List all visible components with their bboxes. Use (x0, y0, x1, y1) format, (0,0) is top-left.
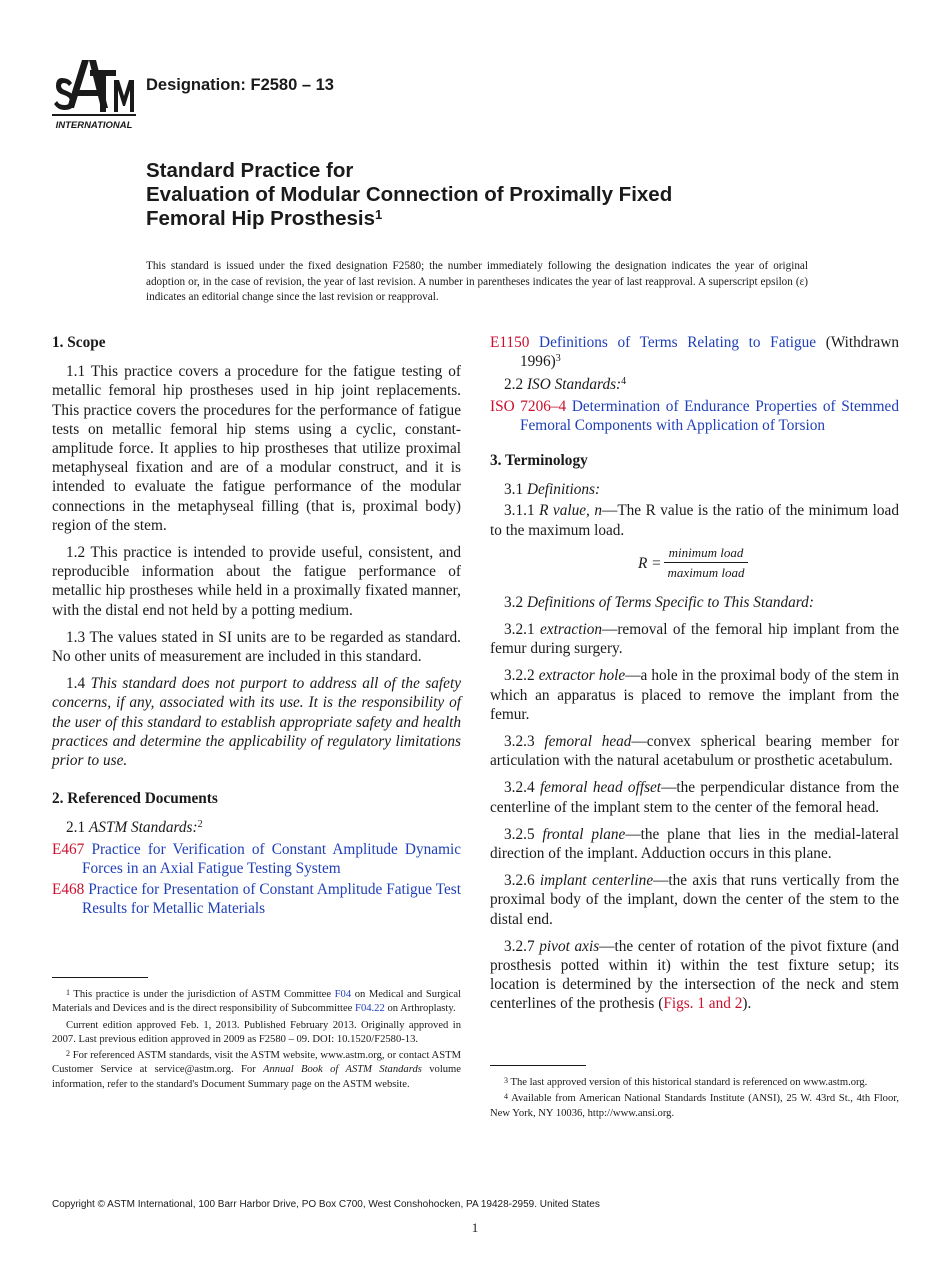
ref-e468 (52, 880, 461, 918)
preamble: This standard is issued under the fixed designation F2580; the number immediately following the designation indicates the year of original adoption or, in the case of revision, the year of last revision. A number in parentheses indicates the year of last reapproval. A superscript epsilon (ε) indicates an editorial change since the last revision or reapproval. (146, 260, 808, 303)
footnote-1-sup: 1 (66, 988, 70, 997)
footnote-1-c: on Arthroplasty. (387, 1003, 456, 1015)
astm-standards-num: 2.1 (66, 819, 86, 837)
iso-standards-num: 2.2 (504, 376, 524, 394)
ref-e467-code[interactable]: E467 (52, 840, 85, 858)
term-definition (490, 732, 899, 770)
term-pivot-end: ). (742, 995, 752, 1013)
r-value-formula (490, 545, 899, 585)
footnote-2-italic: Annual Book of ASTM Standards (263, 1064, 422, 1076)
footnote-4-text: Available from American National Standards Institute (ANSI), 25 W. 43rd St., 4th Floor, New York, NY 10036, http://www.ansi.org. (490, 1093, 899, 1119)
term-num: 3.2.6 (504, 872, 535, 890)
title-line-1: Standard Practice for (146, 159, 354, 182)
term-definition (490, 778, 899, 816)
ref-e467 (52, 840, 461, 878)
ref-e1150-link[interactable]: Definitions of Terms Relating to Fatigue (539, 334, 817, 351)
ref-e1150 (490, 333, 899, 371)
footnote-4-sup: 4 (504, 1092, 508, 1102)
referenced-docs-heading: 2. Referenced Documents (52, 790, 218, 808)
footnote-rule-right (490, 1065, 586, 1066)
iso-standards-text: ISO Standards: (526, 376, 622, 394)
definitions-text: Definitions: (526, 481, 601, 499)
term-name: extractor hole (538, 667, 626, 685)
footnote-2 (52, 1049, 461, 1092)
term-name: femoral head (544, 733, 632, 751)
term-pivot-num: 3.2.7 (504, 937, 535, 955)
formula-fraction (664, 545, 748, 581)
footnotes-left (52, 988, 461, 1094)
term-text: —the plane that lies in the medial-lateral direction of the implant. Adduction occurs in this plane. (490, 825, 900, 863)
ref-e1150-sup: 3 (555, 353, 561, 365)
term-r-value (490, 501, 899, 539)
term-r-value-num: 3.1.1 (504, 502, 535, 520)
footnote-1-b: on Medical and Surgical Materials and Devices and is the direct responsibility of Subcommittee (52, 989, 461, 1015)
footnote-3-text: The last approved version of this historical standard is referenced on www.astm.org. (510, 1077, 868, 1088)
term-name: extraction (540, 621, 603, 639)
title-line-3 (146, 207, 846, 231)
footnotes-right (490, 1076, 899, 1123)
term-r-value-text: —The R value is the ratio of the minimum load to the maximum load. (490, 502, 899, 539)
copyright-notice: Copyright © ASTM International, 100 Barr Harbor Drive, PO Box C700, West Conshohocken, PA 19428-2959. United States (52, 1199, 600, 1210)
document-title (146, 159, 846, 231)
title-line-3-text: Femoral Hip Prosthesis (146, 207, 375, 230)
footnote-3-sup: 3 (504, 1076, 508, 1085)
right-column (490, 333, 899, 1019)
scope-para-1-4-num: 1.4 (66, 675, 86, 693)
subcommittee-f04-22-link[interactable]: F04.22 (355, 1003, 385, 1015)
astm-standards-sup: 2 (197, 819, 203, 831)
definitions-num: 3.1 (504, 481, 524, 499)
formula-lhs: R = (638, 554, 662, 572)
astm-standards-label (52, 818, 461, 837)
footnote-1 (52, 988, 461, 1017)
scope-heading: 1. Scope (52, 334, 106, 351)
term-definition (490, 825, 899, 863)
ref-e468-code[interactable]: E468 (52, 881, 85, 899)
term-definition (490, 620, 899, 658)
footnote-3 (490, 1076, 899, 1090)
term-definition (490, 666, 899, 724)
ref-e467-link[interactable]: Practice for Verification of Constant Amplitude Dynamic Forces in an Axial Fatigue Testing System (82, 840, 462, 877)
footnote-2-sup: 2 (66, 1049, 70, 1059)
term-num: 3.2.5 (504, 825, 535, 843)
term-num: 3.2.2 (504, 667, 535, 685)
title-footnote-mark: 1 (374, 207, 383, 222)
term-text: —removal of the femoral hip implant from the femur during surgery. (490, 621, 899, 658)
term-pivot-text: —the center of rotation of the pivot fixture (and prosthesis potted within it) within the test fixture setup; its location is determined by the intersection of the neck and stem centerlines of the prothesis ( (490, 937, 900, 1013)
logo-subtext: INTERNATIONAL (55, 120, 133, 131)
term-text: —the axis that runs vertically from the proximal body of the implant, down the center of the stem to the distal end. (490, 872, 899, 928)
term-text: —a hole in the proximal body of the stem in which an apparatus is placed to remove the implant from the femur. (490, 667, 900, 723)
astm-logo (52, 56, 136, 134)
ref-iso-7206-4 (490, 397, 899, 435)
designation: Designation: F2580 – 13 (146, 76, 334, 94)
term-r-value-term: R value, n (539, 502, 603, 520)
scope-para-1-4-text: This standard does not purport to address all of the safety concerns, if any, associated with its use. It is the responsibility of the user of this standard to establish appropriate safety and health practices and determine the applicability of regulatory limitations prior to use. (52, 675, 462, 770)
term-name: implant centerline (539, 872, 654, 890)
specific-definitions-label (490, 593, 899, 612)
term-text: —the perpendicular distance from the centerline of the implant stem to the center of the femoral head. (490, 779, 899, 816)
title-line-2: Evaluation of Modular Connection of Proximally Fixed (146, 183, 673, 206)
scope-para-1-3: 1.3 The values stated in SI units are to be regarded as standard. No other units of measurement are included in this standard. (52, 628, 461, 666)
ref-iso-code[interactable]: ISO 7206–4 (490, 397, 567, 415)
formula-denominator: maximum load (667, 564, 745, 580)
ref-e1150-code[interactable]: E1150 (490, 334, 530, 351)
term-name: femoral head offset (539, 779, 662, 797)
term-pivot-axis (490, 937, 899, 1014)
footnote-edition: Current edition approved Feb. 1, 2013. Published February 2013. Originally approved in 2007. Last previous edition approved in 2009 as F2580 – 09. DOI: 10.1520/F2580-13. (52, 1019, 461, 1045)
scope-para-1-2: 1.2 This practice is intended to provide useful, consistent, and reproducible information about the fatigue performance of metallic hip prostheses while held in a proximally fixated manner, with the distal end not held by a potting medium. (52, 544, 461, 619)
formula-numerator: minimum load (664, 545, 748, 563)
term-text: —convex spherical bearing member for articulation with the natural acetabulum or prosthetic acetabulum. (490, 733, 899, 770)
page-number: 1 (471, 1220, 479, 1235)
term-name: frontal plane (542, 825, 626, 843)
iso-standards-label (490, 375, 899, 394)
terminology-heading: 3. Terminology (490, 452, 588, 470)
scope-para-1-4 (52, 674, 461, 770)
definitions-label (490, 480, 899, 499)
ref-e468-link[interactable]: Practice for Presentation of Constant Amplitude Fatigue Test Results for Metallic Materials (82, 881, 462, 918)
footnote-2-a: For referenced ASTM standards, visit the ASTM website, www.astm.org, or contact ASTM Customer Service at service@astm.org. For (52, 1050, 461, 1076)
footnote-1-a: This practice is under the jurisdiction of ASTM Committee (73, 989, 332, 1000)
astm-standards-text: ASTM Standards: (88, 819, 198, 837)
footnote-2-b: volume information, refer to the standard's Document Summary page on the ASTM website. (52, 1064, 461, 1090)
footnote-rule-left (52, 977, 148, 978)
term-num: 3.2.4 (504, 779, 535, 797)
ref-e1150-tail: (Withdrawn 1996) (520, 334, 900, 371)
committee-f04-link[interactable]: F04 (334, 989, 352, 1000)
term-num: 3.2.3 (504, 733, 535, 751)
term-pivot-term: pivot axis (539, 937, 600, 955)
iso-standards-sup: 4 (621, 376, 627, 388)
specific-definitions-text: Definitions of Terms Specific to This Standard: (526, 593, 814, 611)
figs-link[interactable]: Figs. 1 and 2 (663, 995, 743, 1013)
left-column (52, 333, 461, 920)
terms-list (490, 620, 899, 929)
footnote-4 (490, 1092, 899, 1121)
specific-definitions-num: 3.2 (504, 593, 524, 611)
term-num: 3.2.1 (504, 621, 535, 639)
term-definition (490, 871, 899, 929)
ref-iso-link[interactable]: Determination of Endurance Properties of Stemmed Femoral Components with Application of Torsion (520, 397, 899, 434)
scope-para-1-1: 1.1 This practice covers a procedure for the fatigue testing of metallic femoral hip prostheses used in hip joint replacements. This practice covers the procedures for the performance of fatigue tests on metallic femoral hip stems using a cyclic, constant-amplitude force. It applies to hip prostheses that utilize proximal metaphyseal fixation and are of a modular construct, and it is intended to evaluate the fatigue performance of the modular connections in the metaphyseal filling (that is, proximal body) region of the stem. (52, 363, 461, 534)
